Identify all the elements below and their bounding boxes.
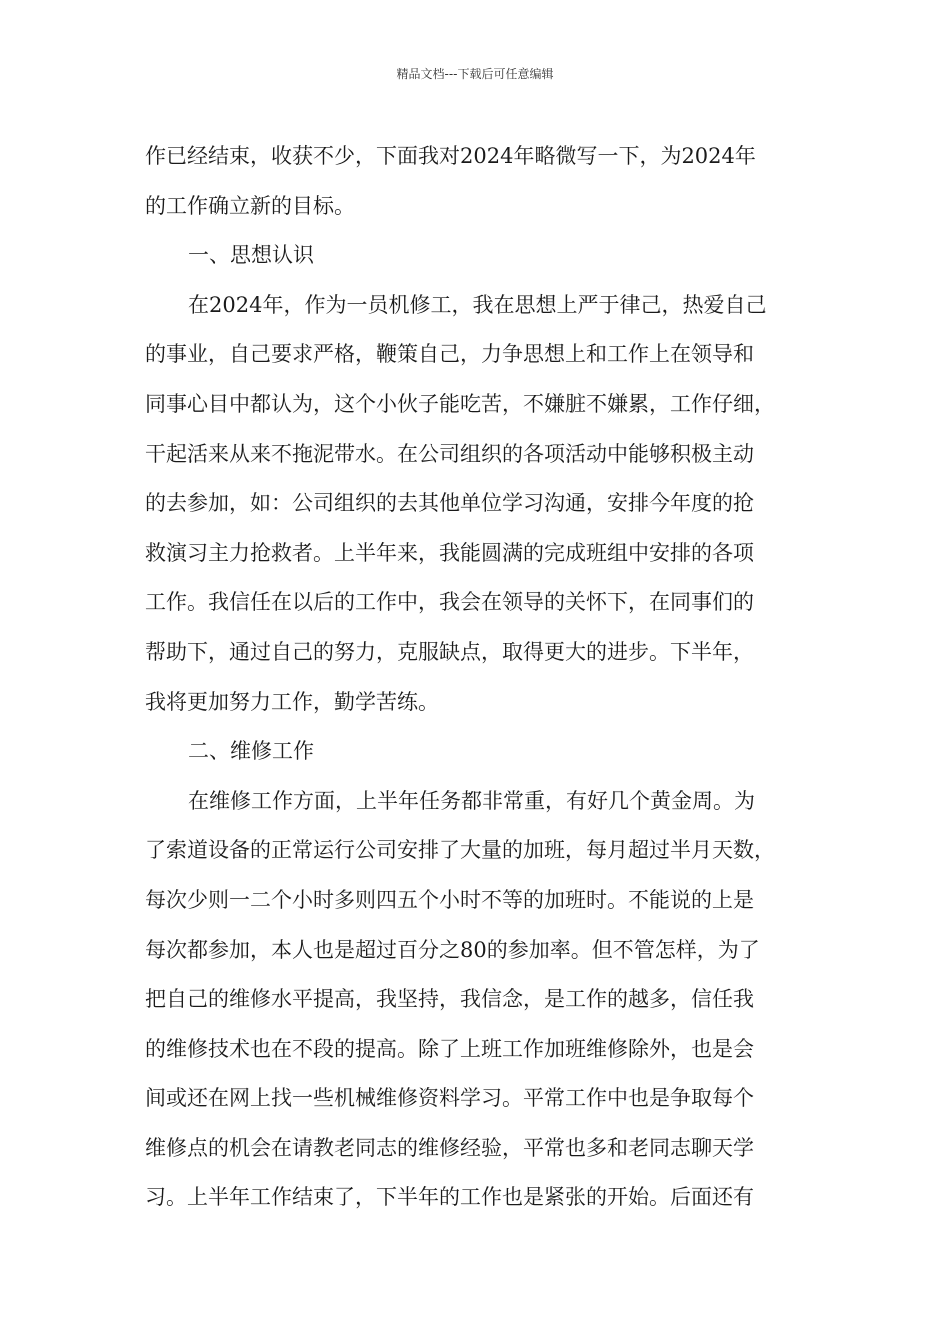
body-line-11: 帮助下，通过自己的努力，克服缺点，取得更大的进步。下半年， <box>145 639 754 664</box>
body-line-10: 工作。我信任在以后的工作中，我会在领导的关怀下，在同事们的 <box>145 590 754 615</box>
body-line-14: 在维修工作方面，上半年任务都非常重，有好几个黄金周。为 <box>188 788 755 813</box>
body-line-19: 的维修技术也在不段的提高。除了上班工作加班维修除外，也是会 <box>145 1036 754 1061</box>
body-line-20: 间或还在网上找一些机械维修资料学习。平常工作中也是争取每个 <box>145 1086 754 1111</box>
body-line-2: 的工作确立新的目标。 <box>145 193 355 218</box>
section-heading-thought: 一、思想认识 <box>188 243 314 268</box>
section-heading-maintenance: 二、维修工作 <box>188 739 314 764</box>
body-line-7: 干起活来从来不拖泥带水。在公司组织的各项活动中能够积极主动 <box>145 441 754 466</box>
body-line-5: 的事业，自己要求严格，鞭策自己，力争思想上和工作上在领导和 <box>145 342 754 367</box>
body-line-8: 的去参加，如：公司组织的去其他单位学习沟通，安排今年度的抢 <box>145 491 754 516</box>
body-line-9: 救演习主力抢救者。上半年来，我能圆满的完成班组中安排的各项 <box>145 540 754 565</box>
body-line-15: 了索道设备的正常运行公司安排了大量的加班，每月超过半月天数， <box>145 838 775 863</box>
body-line-21: 维修点的机会在请教老同志的维修经验，平常也多和老同志聊天学 <box>145 1135 754 1160</box>
body-line-16: 每次少则一二个小时多则四五个小时不等的加班时。不能说的上是 <box>145 887 754 912</box>
document-body <box>145 132 810 1223</box>
body-line-4: 在2024年，作为一员机修工，我在思想上严于律己，热爱自己 <box>188 292 767 317</box>
body-line-1: 作已经结束，收获不少，下面我对2024年略微写一下，为2024年 <box>145 144 756 168</box>
body-line-17: 每次都参加，本人也是超过百分之80的参加率。但不管怎样，为了 <box>145 937 760 962</box>
body-line-22: 习。上半年工作结束了，下半年的工作也是紧张的开始。后面还有 <box>145 1185 754 1210</box>
body-line-18: 把自己的维修水平提高，我坚持，我信念，是工作的越多，信任我 <box>145 987 754 1012</box>
page-header: 精品文档---下载后可任意编辑 <box>396 67 554 81</box>
body-line-6: 同事心目中都认为，这个小伙子能吃苦，不嫌脏不嫌累，工作仔细， <box>145 391 775 416</box>
body-line-12: 我将更加努力工作，勤学苦练。 <box>145 689 439 714</box>
